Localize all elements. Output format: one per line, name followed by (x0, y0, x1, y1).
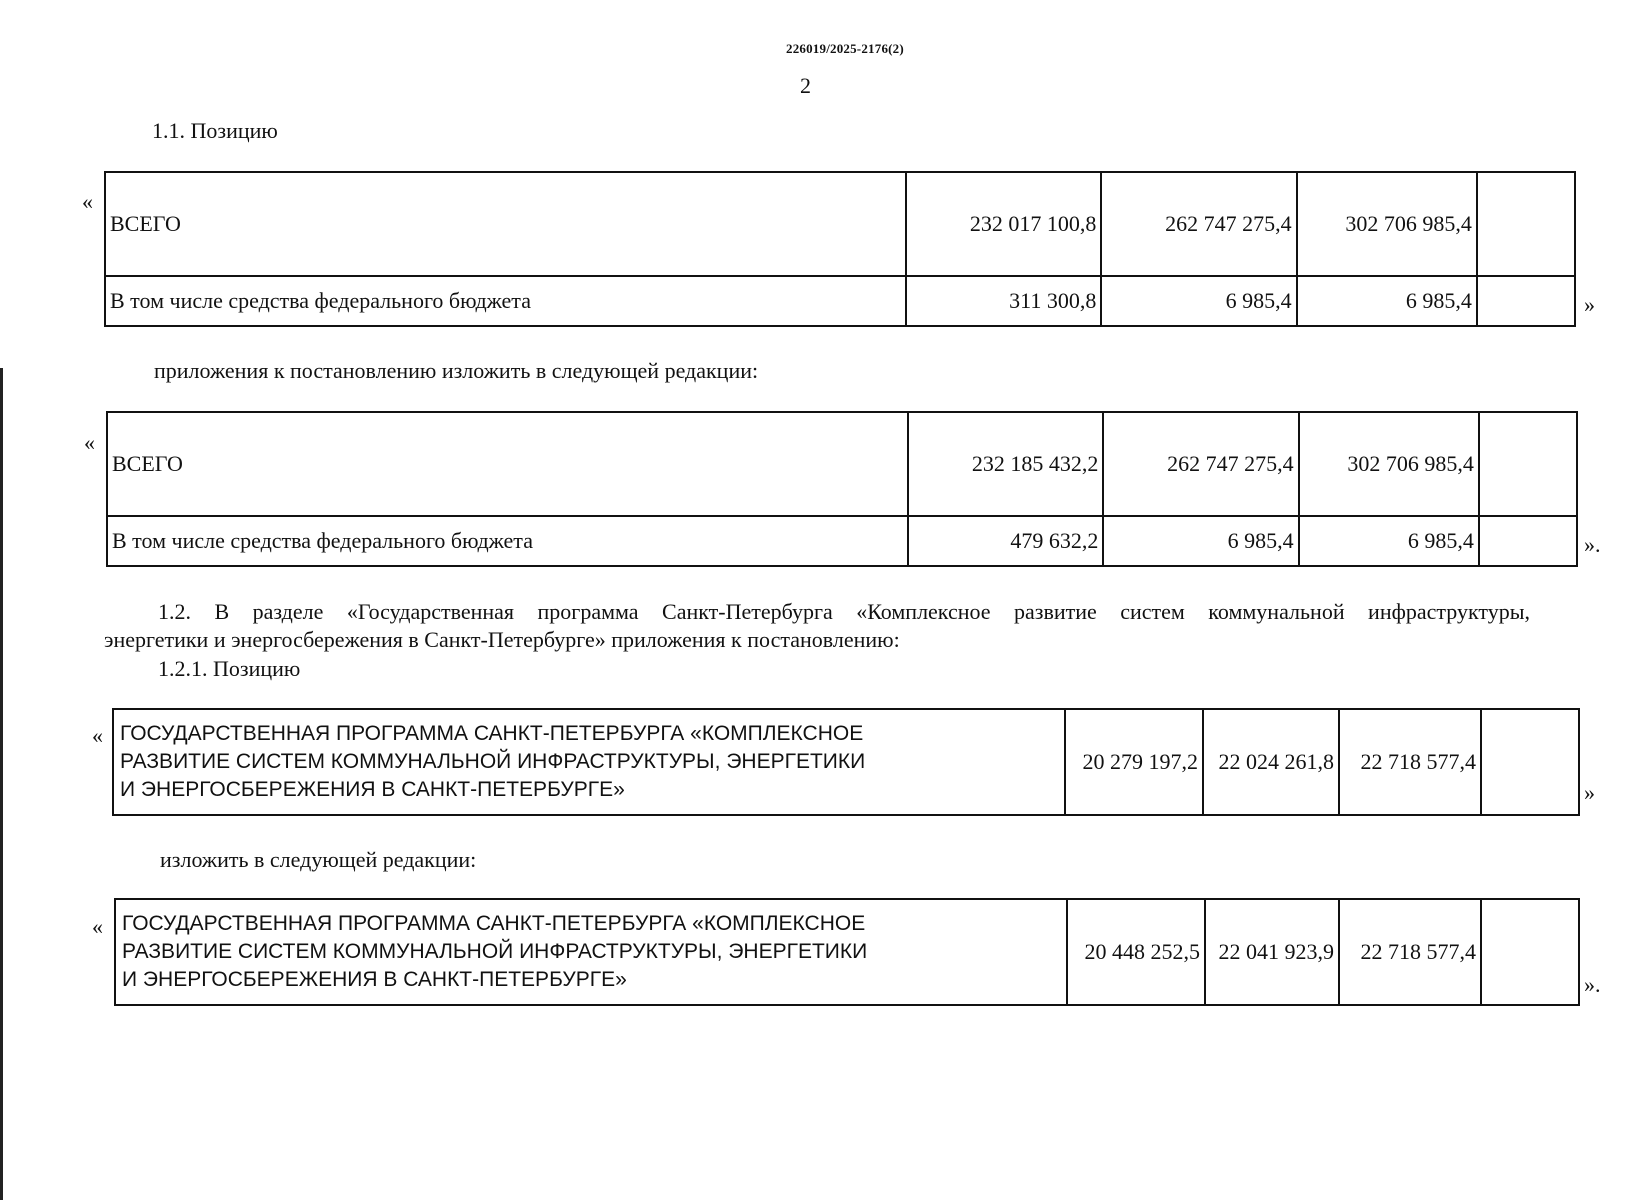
old-total-table (104, 171, 1576, 327)
value-cell: 262 747 275,4 (1101, 172, 1296, 276)
section-1-2-line1: 1.2. В разделе «Государственная программа Санкт-Петербурга «Комплексное развитие систем коммунальной инфраструктуры, (158, 599, 1530, 624)
open-quote: « (82, 189, 93, 214)
value-cell: 22 718 577,4 (1339, 709, 1481, 815)
table-row (115, 899, 1579, 1005)
value-cell: 232 185 432,2 (908, 412, 1103, 516)
replace-instruction: приложения к постановлению изложить в следующей редакции: (154, 358, 759, 383)
value-cell: 302 706 985,4 (1297, 172, 1477, 276)
new-total-table (106, 411, 1578, 567)
program-label-line: И ЭНЕРГОСБЕРЕЖЕНИЯ В САНКТ-ПЕТЕРБУРГЕ» (120, 778, 625, 801)
document-id: 226019/2025-2176(2) (786, 41, 904, 56)
row-label: В том числе средства федерального бюджета (107, 516, 908, 566)
old-program-table (112, 708, 1580, 816)
row-label: ВСЕГО (107, 412, 908, 516)
value-cell: 6 985,4 (1103, 516, 1298, 566)
value-cell: 479 632,2 (908, 516, 1103, 566)
empty-cell (1479, 516, 1577, 566)
table-row (113, 709, 1579, 815)
section-1-2-1-title: 1.2.1. Позицию (158, 656, 301, 681)
program-label-line: РАЗВИТИЕ СИСТЕМ КОММУНАЛЬНОЙ ИНФРАСТРУКТУРЫ, ЭНЕРГЕТИКИ (120, 750, 866, 773)
table-row (105, 172, 1575, 276)
scan-edge-line (0, 368, 3, 1200)
program-label (115, 899, 1067, 1005)
value-cell: 232 017 100,8 (906, 172, 1101, 276)
value-cell: 6 985,4 (1299, 516, 1479, 566)
value-cell: 22 041 923,9 (1205, 899, 1339, 1005)
table-row (107, 412, 1577, 516)
value-cell: 6 985,4 (1101, 276, 1296, 326)
program-label-line: РАЗВИТИЕ СИСТЕМ КОММУНАЛЬНОЙ ИНФРАСТРУКТУРЫ, ЭНЕРГЕТИКИ (122, 940, 868, 963)
page-number: 2 (800, 73, 811, 98)
replace-instruction: изложить в следующей редакции: (160, 847, 477, 872)
value-cell: 22 718 577,4 (1339, 899, 1481, 1005)
close-quote: » (1584, 780, 1595, 805)
row-label: В том числе средства федерального бюджета (105, 276, 906, 326)
program-label-line: ГОСУДАРСТВЕННАЯ ПРОГРАММА САНКТ-ПЕТЕРБУРГА «КОМПЛЕКСНОЕ (120, 722, 864, 745)
close-quote: ». (1584, 972, 1601, 997)
table-row (105, 276, 1575, 326)
open-quote: « (84, 430, 95, 455)
program-label-line: И ЭНЕРГОСБЕРЕЖЕНИЯ В САНКТ-ПЕТЕРБУРГЕ» (122, 968, 627, 991)
empty-cell (1477, 172, 1575, 276)
value-cell: 262 747 275,4 (1103, 412, 1298, 516)
value-cell: 20 279 197,2 (1065, 709, 1203, 815)
value-cell: 22 024 261,8 (1203, 709, 1339, 815)
program-label-line: ГОСУДАРСТВЕННАЯ ПРОГРАММА САНКТ-ПЕТЕРБУРГА «КОМПЛЕКСНОЕ (122, 912, 866, 935)
empty-cell (1481, 899, 1579, 1005)
row-label: ВСЕГО (105, 172, 906, 276)
open-quote: « (92, 914, 103, 939)
close-quote: ». (1584, 532, 1601, 557)
value-cell: 302 706 985,4 (1299, 412, 1479, 516)
section-1-2-line2: энергетики и энергосбережения в Санкт-Петербурге» приложения к постановлению: (104, 627, 900, 652)
empty-cell (1481, 709, 1579, 815)
open-quote: « (92, 723, 103, 748)
section-1-1-title: 1.1. Позицию (152, 118, 278, 143)
close-quote: » (1584, 292, 1595, 317)
table-row (107, 516, 1577, 566)
empty-cell (1477, 276, 1575, 326)
value-cell: 6 985,4 (1297, 276, 1477, 326)
program-label (113, 709, 1065, 815)
new-program-table (114, 898, 1580, 1006)
empty-cell (1479, 412, 1577, 516)
value-cell: 311 300,8 (906, 276, 1101, 326)
value-cell: 20 448 252,5 (1067, 899, 1205, 1005)
